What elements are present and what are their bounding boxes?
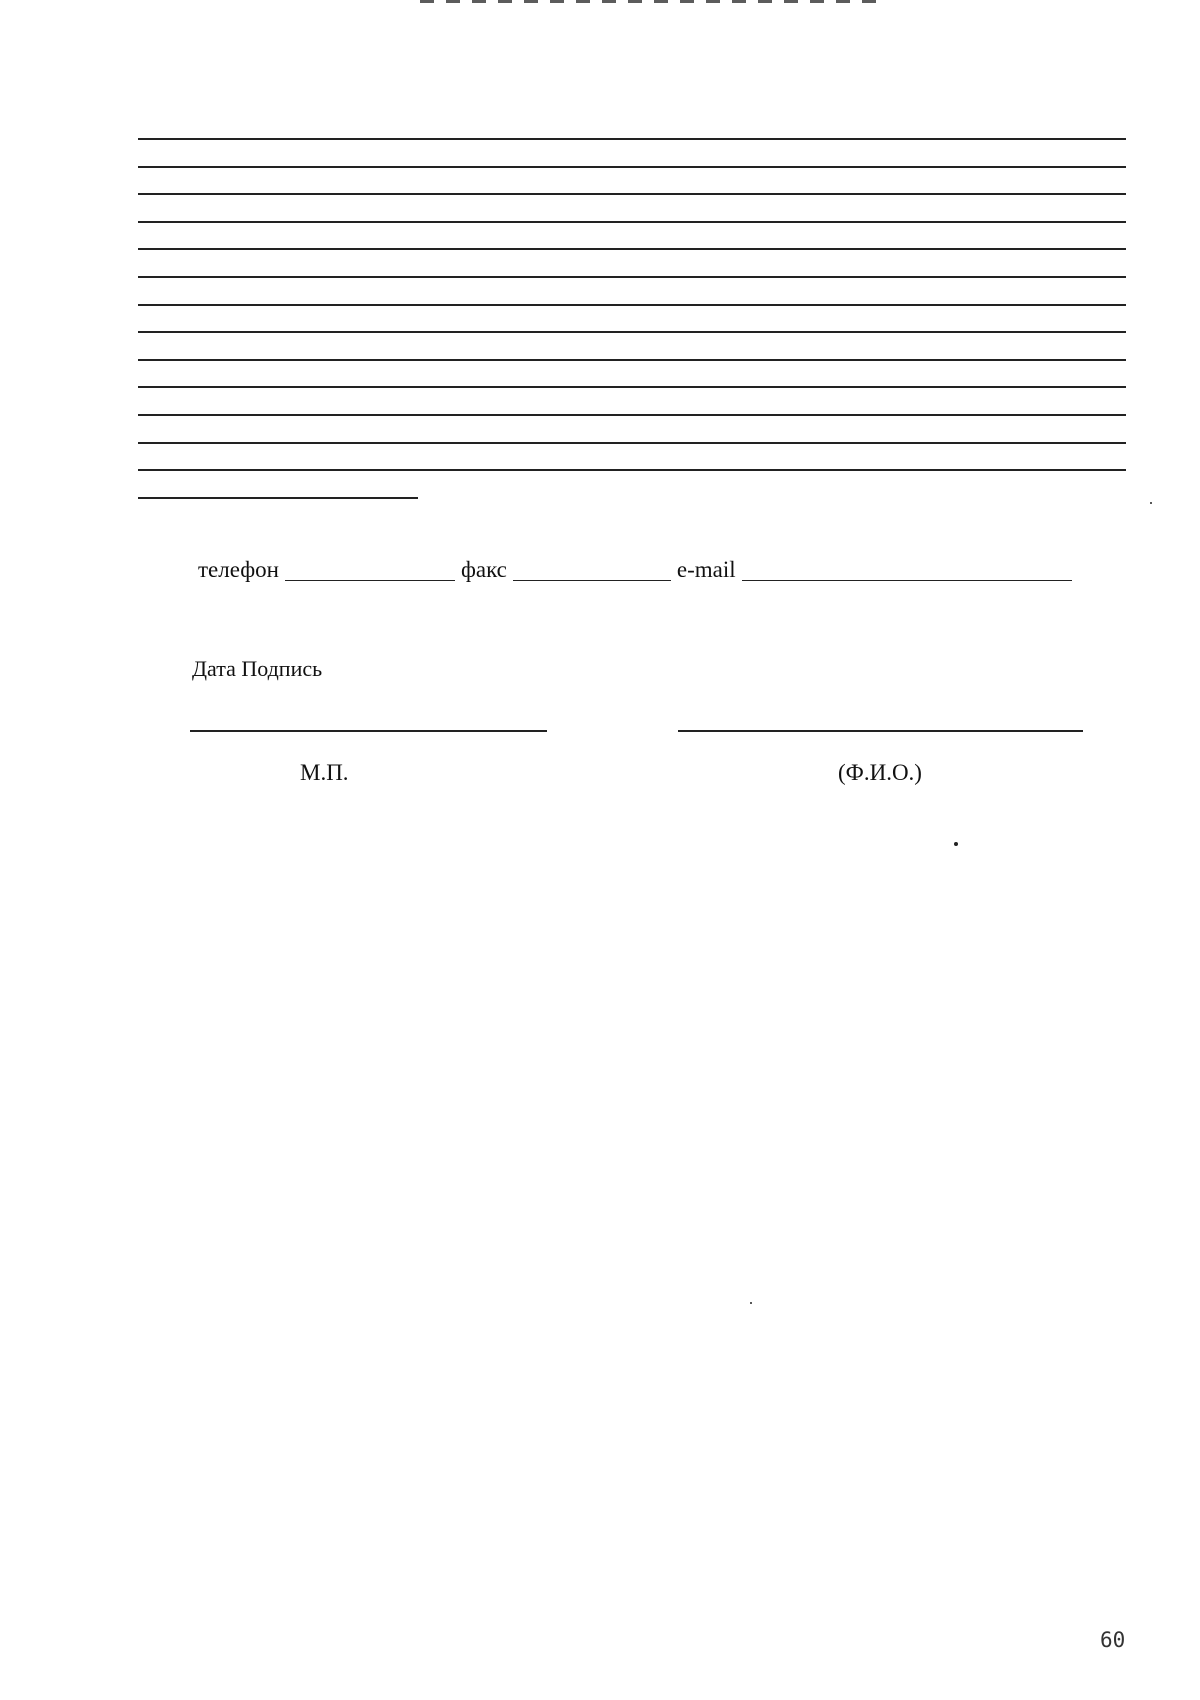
ruled-line — [138, 359, 1126, 361]
ruled-line — [138, 469, 1126, 471]
page-number: 60 — [1100, 1628, 1126, 1652]
full-name-label: (Ф.И.О.) — [838, 760, 922, 785]
ruled-line — [138, 138, 1126, 140]
top-edge-dashes — [420, 0, 880, 3]
ruled-line — [138, 386, 1126, 388]
email-label: e-mail — [676, 557, 736, 582]
scan-speck — [750, 1302, 752, 1304]
ruled-line — [138, 442, 1126, 444]
ruled-line — [138, 414, 1126, 416]
ruled-line — [138, 221, 1126, 223]
ruled-line — [138, 166, 1126, 168]
ruled-text-area — [138, 138, 1126, 499]
phone-label: телефон — [198, 557, 279, 582]
signature-blank-line[interactable] — [678, 730, 1083, 732]
date-signature-label: Дата Подпись — [192, 656, 323, 681]
date-blank-line[interactable] — [190, 730, 547, 732]
scan-speck — [1150, 502, 1152, 504]
ruled-line — [138, 193, 1126, 195]
ruled-line — [138, 276, 1126, 278]
ruled-line — [138, 248, 1126, 250]
email-blank-field[interactable] — [742, 558, 1072, 581]
phone-blank-field[interactable] — [285, 558, 455, 581]
ruled-line — [138, 304, 1126, 306]
stamp-place-label: М.П. — [300, 760, 349, 785]
fax-label: факс — [460, 557, 507, 582]
scan-speck — [954, 842, 958, 846]
contact-row — [198, 556, 1078, 584]
ruled-line — [138, 331, 1126, 333]
ruled-line-short — [138, 497, 418, 499]
fax-blank-field[interactable] — [513, 558, 671, 581]
